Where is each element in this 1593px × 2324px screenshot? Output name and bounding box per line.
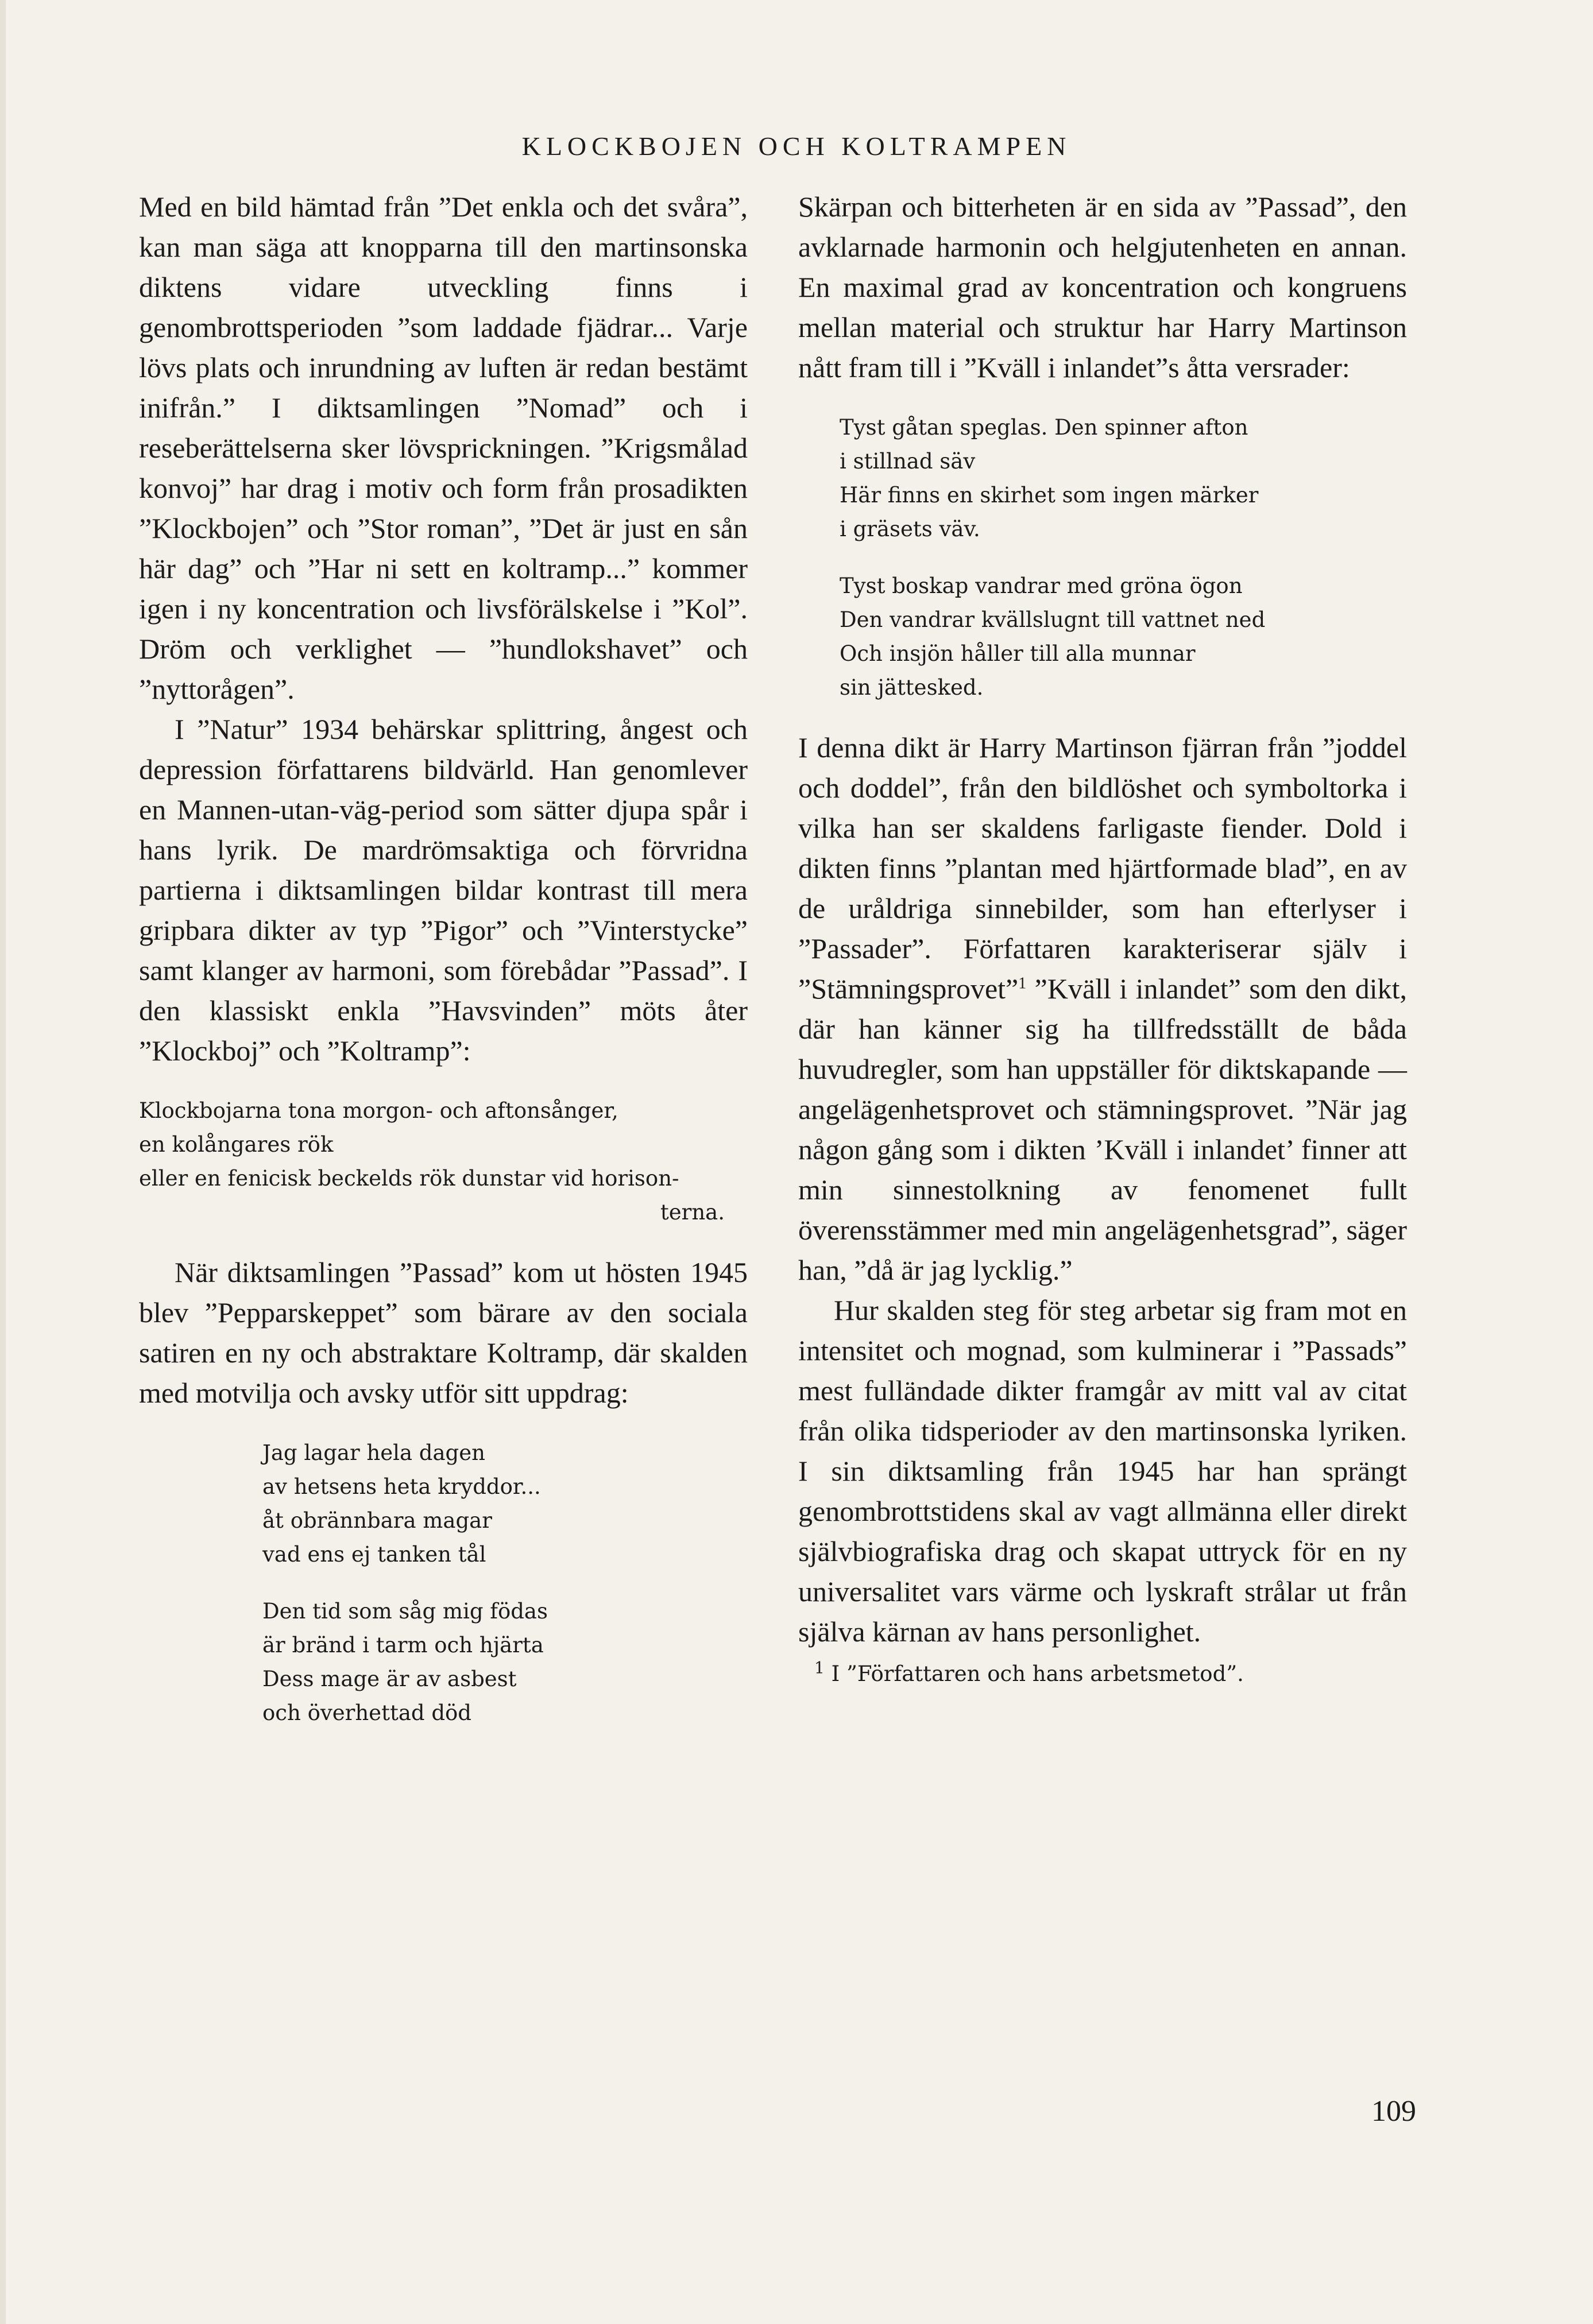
poem-stanza [139,1094,748,1229]
paragraph: Skärpan och bitterheten är en sida av ”Passad”, den avklarnade harmonin och helgjutenheten en annan. En maximal grad av koncentration och kongruens mellan material och struktur har Harry Martinson nått fram till i ”Kväll i inlandet”s åtta versrader: [798,191,1407,384]
poem-quote [840,410,1407,704]
paragraph: I ”Natur” 1934 behärskar splittring, ångest och depression författarens bildvärld. Han genomlever en Mannen-utan-väg-period som sätter djupa spår i hans lyrik. De mardrömsaktiga och förvridna partierna i diktsamlingen bildar kontrast till mera gripbara dikter av typ ”Pigor” och ”Vinterstycke” samt klanger av harmoni, som förebådar ”Passad”. I den klassiskt enkla ”Havsvinden” möts åter ”Klockboj” och ”Koltramp”: [139,713,748,1067]
poem-stanza [262,1594,748,1730]
poem-line: Tyst gåtan speglas. Den spinner afton [840,415,1248,440]
poem-line: är bränd i tarm och hjärta [262,1633,544,1657]
poem-line: Klockbojarna tona morgon- och aftonsånger, [139,1098,618,1123]
poem-line: Och insjön håller till alla munnar [840,641,1196,666]
footnote-number: 1 [814,1658,825,1678]
paragraph-text: I denna dikt är Harry Martinson fjärran från ”joddel och doddel”, från den bildlöshet och symboltorka i vilka han ser skaldens farligaste fiender. Dold i dikten finns ”plantan med hjärtformade blad”, en av de uråldriga sinnebilder, som han efterlyser i ”Passader”. Författaren karakteriserar själv i ”Stämningsprovet” [798,731,1407,1005]
poem-line: sin jättesked. [840,675,984,700]
poem-stanza [840,410,1407,546]
poem-line: en kolångares rök [139,1132,334,1157]
poem-line: vad ens ej tanken tål [262,1542,486,1567]
page-number: 109 [1371,2095,1416,2128]
footnote [798,1660,1407,1688]
paragraph: Med en bild hämtad från ”Det enkla och det svåra”, kan man säga att knopparna till den martinsonska diktens vidare utveckling finns i genombrottsperioden ”som laddade fjädrar... Varje lövs plats och inrundning av luften är redan bestämt inifrån.” I diktsamlingen ”Nomad” och i reseberättelserna sker lövsprickningen. ”Krigsmålad konvoj” har drag i motiv och form från prosadikten ”Klockbojen” och ”Stor roman”, ”Det är just en sån här dag” och ”Har ni sett en koltramp...” kommer igen i ny koncentration och livsförälskelse i ”Kol”. Dröm och verklighet — ”hundlokshavet” och ”nyttorågen”. [139,191,748,705]
poem-line: Här finns en skirhet som ingen märker [840,483,1259,508]
left-column [139,187,748,1753]
poem-stanza [262,1436,748,1571]
running-head: KLOCKBOJEN OCH KOLTRAMPEN [521,131,1072,161]
paragraph: Hur skalden steg för steg arbetar sig fram mot en intensitet och mognad, som kulminerar i ”Passads” mest fulländade dikter framgår av mitt val av citat från olika tidsperioder av den martinsonska lyriken. I sin diktsamling från 1945 har han sprängt genombrottstidens skal av vagt allmänna eller direkt självbiografiska drag och skapat uttryck för en ny universalitet vars värme och lyskraft strålar ut från själva kärnan av hans personlighet. [798,1294,1407,1648]
poem-line: och överhettad död [262,1701,471,1725]
poem-line: av hetsens heta kryddor... [262,1474,541,1499]
poem-line: terna. [660,1200,725,1225]
poem-line: eller en fenicisk beckelds rök dunstar vid horison- [139,1166,679,1191]
poem-line: i stillnad säv [840,449,976,474]
poem-line: Den vandrar kvällslugnt till vattnet ned [840,607,1266,632]
right-column [798,187,1407,1688]
footnote-reference: 1 [1018,974,1027,993]
paragraph-text: ”Kväll i inlandet” som den dikt, där han känner sig ha tillfredsställt de båda huvudregler, som han uppställer för diktskapande — angelägenhetsprovet och stämningsprovet. ”När jag någon gång som i dikten ’Kväll i inlandet’ finner att min sinnestolkning av fenomenet fullt överensstämmer med min angelägenhetsgrad”, säger han, ”då är jag lycklig.” [798,973,1407,1286]
footnote-text: I ”Författaren och hans arbetsmetod”. [824,1661,1244,1686]
poem-line: Dess mage är av asbest [262,1667,517,1691]
paragraph [798,727,1407,1290]
paragraph: När diktsamlingen ”Passad” kom ut hösten 1945 blev ”Pepparskeppet” som bärare av den sociala satiren en ny och abstraktare Koltramp, där skalden med motvilja och avsky utför sitt uppdrag: [139,1256,748,1409]
poem-line: Tyst boskap vandrar med gröna ögon [840,574,1243,598]
poem-line: Den tid som såg mig födas [262,1599,548,1624]
poem-quote [139,1094,748,1229]
poem-quote [262,1436,748,1730]
poem-line: åt obrännbara magar [262,1508,492,1533]
poem-line: Jag lagar hela dagen [262,1440,485,1465]
poem-line: i gräsets väv. [840,517,980,541]
poem-stanza [840,569,1407,704]
